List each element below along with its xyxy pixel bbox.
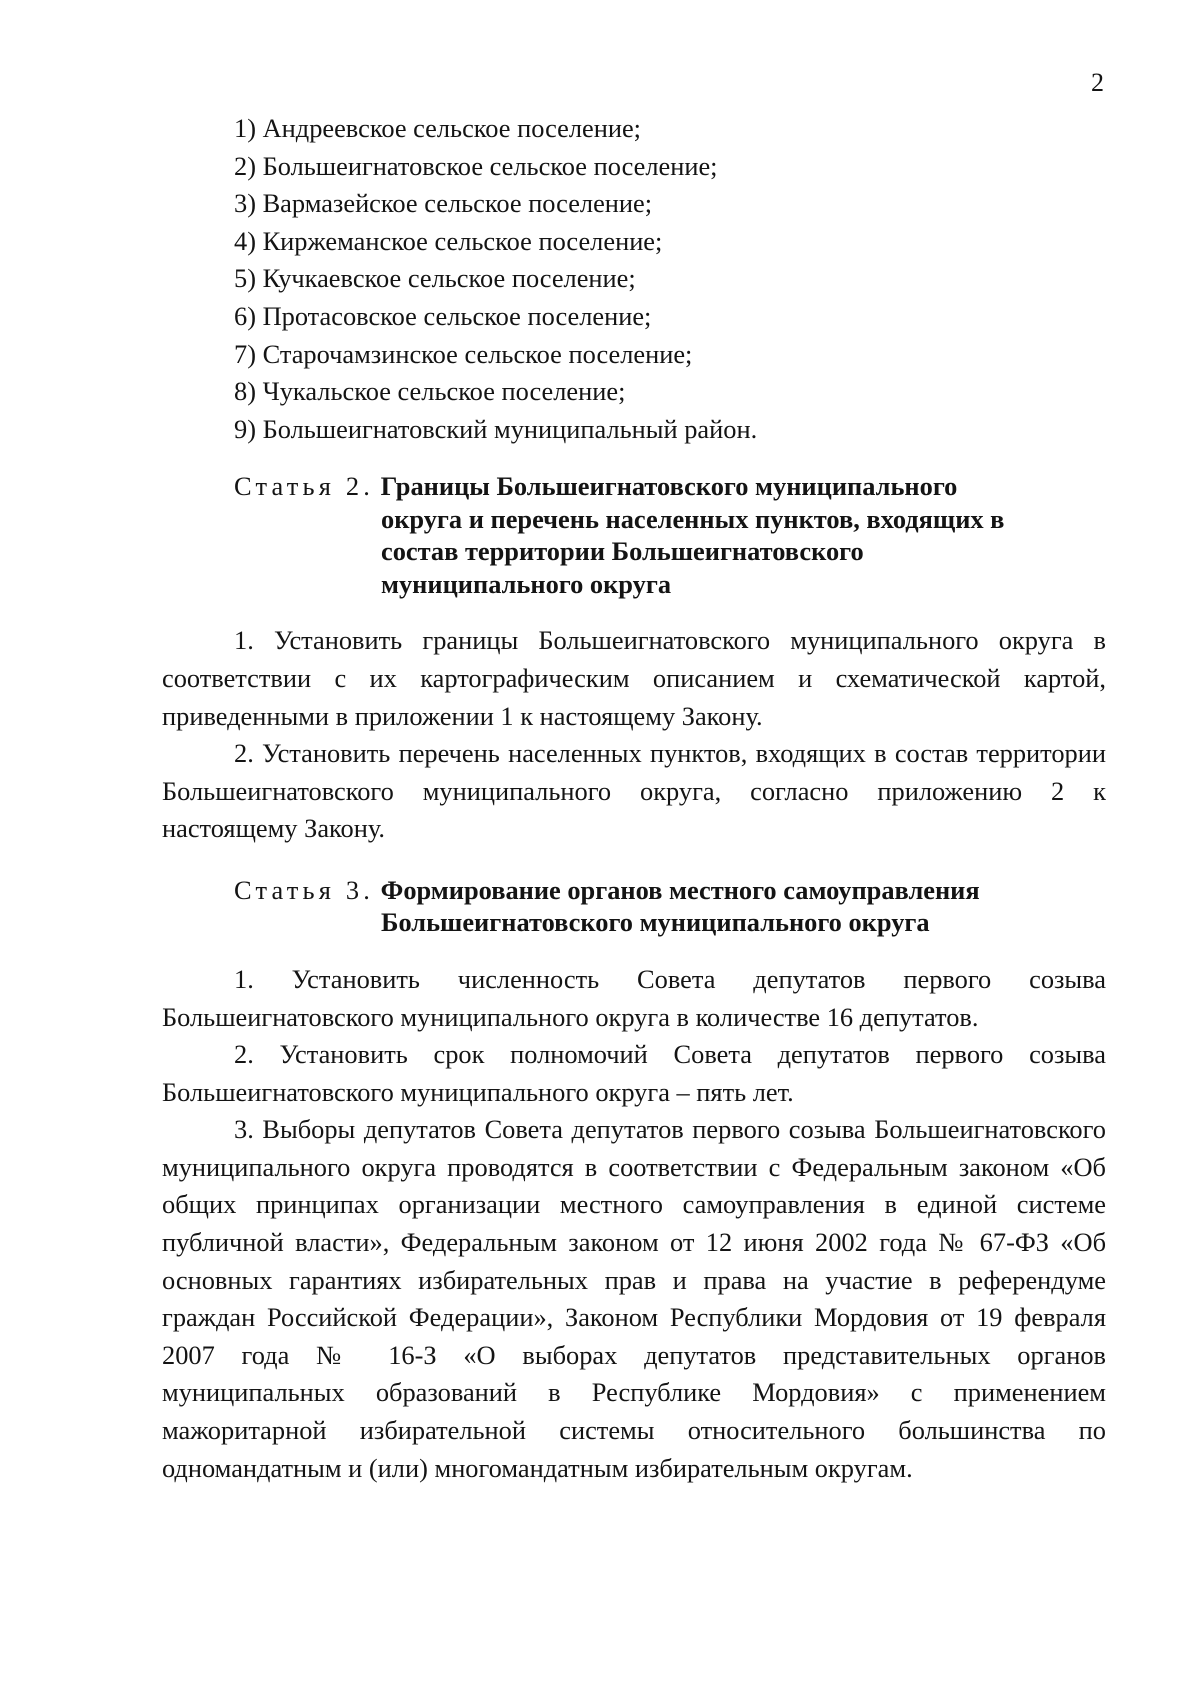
article-title-line: Формирование органов местного самоуправления — [380, 874, 980, 905]
paragraph: 2. Установить срок полномочий Совета депутатов первого созыва Большеигнатовского муниципального округа – пять лет. — [162, 1039, 1106, 1107]
article-2-heading — [162, 470, 1106, 600]
settlements-list — [162, 110, 1106, 448]
article-title-line: округа и перечень населенных пунктов, входящих в — [381, 503, 1005, 534]
list-item: 1) Андреевское сельское поселение; — [234, 113, 642, 143]
article-label: Статья 2. — [234, 471, 375, 502]
article-3-body — [162, 961, 1106, 1487]
list-item: 6) Протасовское сельское поселение; — [234, 300, 652, 331]
article-title-line: муниципального округа — [381, 568, 672, 599]
article-title-line: Границы Большеигнатовского муниципального — [380, 471, 958, 502]
paragraph: 1. Установить численность Совета депутатов первого созыва Большеигнатовского муниципального округа в количестве 16 депутатов. — [162, 963, 1106, 1032]
article-2-body — [162, 622, 1106, 848]
paragraph: 1. Установить границы Большеигнатовского муниципального округа в соответствии с их картографическим описанием и схематической картой, приведенными в приложении 1 к настоящему Закону. — [162, 625, 1106, 731]
article-label: Статья 3. — [234, 874, 375, 905]
list-item: 9) Большеигнатовский муниципальный район. — [234, 413, 758, 444]
document-body — [162, 110, 1106, 1487]
paragraph: 3. Выборы депутатов Совета депутатов первого созыва Большеигнатовского муниципального округа проводятся в соответствии с Федеральным законом «Об общих принципах организации местного самоуправления в единой системе публичной власти», Федеральным законом от 12 июня 2002 года № 67-ФЗ «Об основных гарантиях избирательных прав и права на участие в референдуме граждан Российской Федерации», Законом Республики Мордовия от 19 февраля 2007 года № 16-З «О выборах депутатов представительных органов муниципальных образований в Республике Мордовия» с применением мажоритарной избирательной системы относительного большинства по одномандатным и (или) многомандатным избирательным округам. — [162, 1114, 1106, 1483]
list-item: 7) Старочамзинское сельское поселение; — [234, 338, 693, 369]
list-item: 8) Чукальское сельское поселение; — [234, 376, 626, 407]
paragraph: 2. Установить перечень населенных пунктов, входящих в состав территории Большеигнатовского муниципального округа, согласно приложению 2 к настоящему Закону. — [162, 738, 1106, 844]
article-3-heading — [162, 874, 1106, 939]
article-title-line: Большеигнатовского муниципального округа — [381, 907, 930, 938]
article-title-line: состав территории Большеигнатовского — [381, 536, 864, 567]
list-item: 3) Вармазейское сельское поселение; — [234, 188, 653, 219]
list-item: 5) Кучкаевское сельское поселение; — [234, 263, 636, 294]
list-item: 4) Киржеманское сельское поселение; — [234, 225, 663, 256]
list-item: 2) Большеигнатовское сельское поселение; — [234, 150, 718, 181]
page-number: 2 — [1091, 68, 1104, 97]
